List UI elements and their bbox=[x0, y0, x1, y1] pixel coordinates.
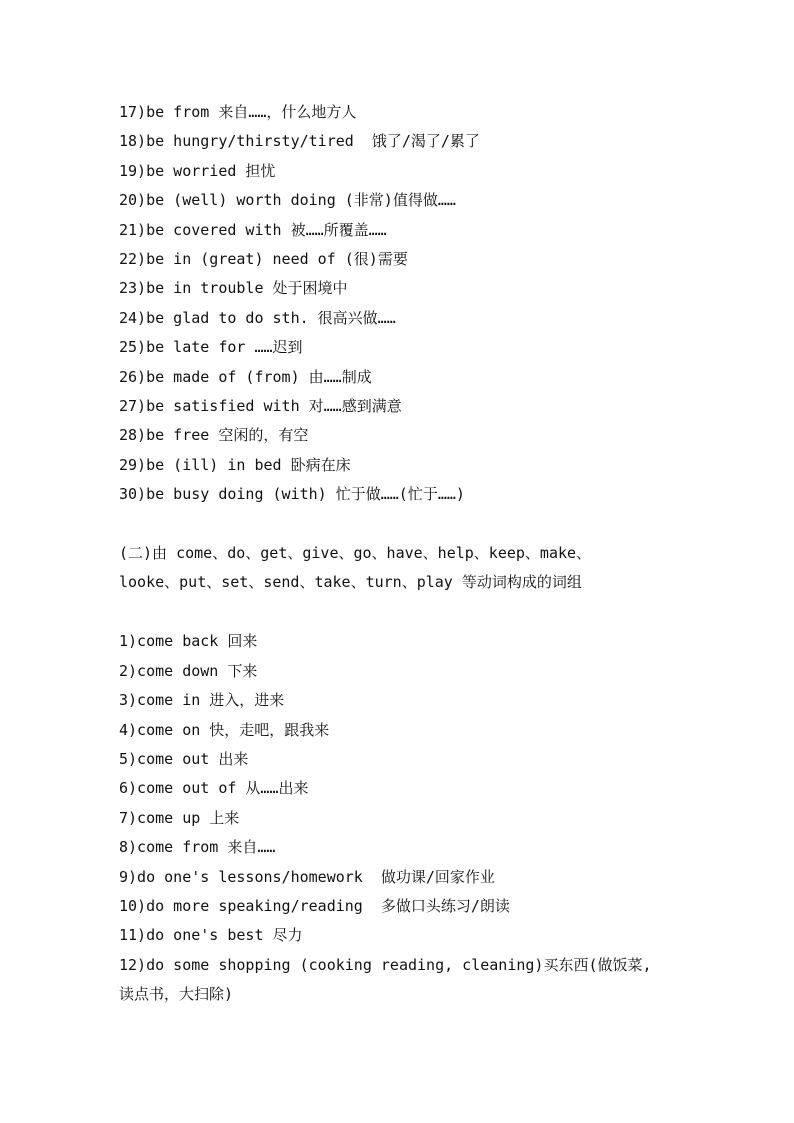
list-item: 20)be (well) worth doing (非常)值得做…… bbox=[119, 191, 456, 210]
list-item-continuation: 读点书，大扫除) bbox=[119, 985, 234, 1004]
list-item: 5)come out 出来 bbox=[119, 749, 249, 768]
list-item: 4)come on 快，走吧，跟我来 bbox=[119, 720, 330, 739]
document-page bbox=[119, 98, 719, 1010]
list-item: 9)do one's lessons/homework 做功课/回家作业 bbox=[119, 867, 495, 886]
section2-heading bbox=[119, 539, 719, 598]
list-item: 24)be glad to do sth. 很高兴做…… bbox=[119, 308, 396, 327]
list-item: 19)be worried 担忧 bbox=[119, 161, 276, 180]
list-item: 28)be free 空闲的，有空 bbox=[119, 426, 309, 445]
list-item: 25)be late for ……迟到 bbox=[119, 338, 303, 357]
section-heading-line: (二)由 come、do、get、give、go、have、help、keep、make、 bbox=[119, 544, 592, 563]
list-item: 10)do more speaking/reading 多做口头练习/朗读 bbox=[119, 896, 510, 915]
list-item: 6)come out of 从……出来 bbox=[119, 779, 309, 798]
list-item: 18)be hungry/thirsty/tired 饿了/渴了/累了 bbox=[119, 132, 480, 151]
spacer bbox=[119, 598, 719, 627]
list-item: 3)come in 进入，进来 bbox=[119, 691, 285, 710]
list-item: 12)do some shopping (cooking reading, cleaning)买东西(做饭菜, bbox=[119, 955, 652, 974]
list-item: 7)come up 上来 bbox=[119, 808, 240, 827]
list-item: 29)be (ill) in bed 卧病在床 bbox=[119, 455, 351, 474]
list-item: 11)do one's best 尽力 bbox=[119, 926, 303, 945]
section2-list bbox=[119, 627, 719, 1009]
section1-list bbox=[119, 98, 719, 510]
list-item: 22)be in (great) need of (很)需要 bbox=[119, 250, 408, 269]
list-item: 27)be satisfied with 对……感到满意 bbox=[119, 397, 402, 416]
spacer bbox=[119, 510, 719, 539]
list-item: 26)be made of (from) 由……制成 bbox=[119, 367, 372, 386]
list-item: 17)be from 来自……，什么地方人 bbox=[119, 103, 357, 121]
list-item: 23)be in trouble 处于困境中 bbox=[119, 279, 348, 298]
list-item: 8)come from 来自…… bbox=[119, 838, 276, 857]
list-item: 21)be covered with 被……所覆盖…… bbox=[119, 220, 387, 239]
section-heading-line: looke、put、set、send、take、turn、play 等动词构成的词组 bbox=[119, 573, 582, 592]
list-item: 2)come down 下来 bbox=[119, 661, 258, 680]
list-item: 1)come back 回来 bbox=[119, 632, 258, 651]
list-item: 30)be busy doing (with) 忙于做……(忙于……) bbox=[119, 485, 465, 504]
